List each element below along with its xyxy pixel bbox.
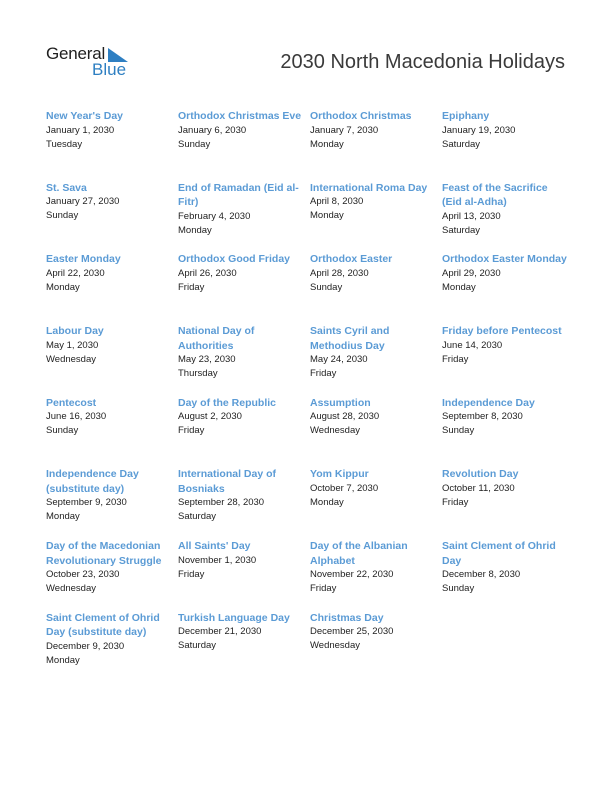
holiday-weekday: Saturday <box>442 224 481 236</box>
holiday-weekday: Friday <box>178 281 205 293</box>
holiday-name: Yom Kippur <box>310 468 369 481</box>
holiday-name: Orthodox Christmas Eve <box>178 110 302 122</box>
holiday-date: April 13, 2030 <box>442 210 501 222</box>
holiday-date: April 28, 2030 <box>310 267 369 279</box>
holiday-entry <box>46 539 178 611</box>
holiday-weekday: Monday <box>178 224 212 236</box>
holiday-date: May 24, 2030 <box>310 354 368 366</box>
holiday-name: Saint Clement of Ohrid Day <box>442 540 556 567</box>
holiday-date: June 14, 2030 <box>442 339 503 351</box>
holiday-name: Day of the Macedonian Revolutionary Struggle <box>46 540 162 567</box>
holiday-entry <box>310 611 442 683</box>
logo-word-blue: Blue <box>92 60 127 79</box>
holiday-date: May 23, 2030 <box>178 354 236 366</box>
holiday-weekday: Sunday <box>442 425 475 437</box>
holiday-date: August 28, 2030 <box>310 411 380 423</box>
holiday-name: Independence Day (substitute day) <box>46 468 139 495</box>
holiday-weekday: Wednesday <box>310 640 360 652</box>
holiday-entry <box>310 467 442 539</box>
holiday-date: April 8, 2030 <box>310 196 364 208</box>
holiday-date: January 19, 2030 <box>442 124 516 136</box>
holiday-weekday: Thursday <box>178 368 218 380</box>
holiday-name: Labour Day <box>46 325 104 338</box>
holiday-entry <box>178 109 310 181</box>
holiday-weekday: Sunday <box>310 281 343 293</box>
holiday-date: September 8, 2030 <box>442 411 523 423</box>
holiday-entry <box>442 539 574 611</box>
page-title: 2030 North Macedonia Holidays <box>280 51 565 73</box>
holiday-grid <box>46 109 574 683</box>
holiday-date: October 23, 2030 <box>46 569 120 581</box>
holiday-weekday: Tuesday <box>46 138 83 150</box>
holiday-name: Independence Day <box>442 396 535 409</box>
holiday-date: January 7, 2030 <box>310 124 379 136</box>
holiday-entry <box>178 252 310 324</box>
holiday-weekday: Friday <box>178 568 205 580</box>
holiday-weekday: Sunday <box>46 210 79 222</box>
holiday-weekday: Friday <box>442 496 469 508</box>
holiday-date: May 1, 2030 <box>46 339 99 351</box>
holiday-weekday: Monday <box>310 210 344 222</box>
holiday-name: Orthodox Good Friday <box>178 253 290 266</box>
holiday-date: September 9, 2030 <box>46 497 127 509</box>
holiday-weekday: Friday <box>442 353 469 365</box>
holiday-entry <box>310 539 442 611</box>
holiday-weekday: Monday <box>442 281 476 293</box>
holiday-entry <box>310 109 442 181</box>
holiday-name: Revolution Day <box>442 468 519 481</box>
holiday-date: August 2, 2030 <box>178 411 242 423</box>
brand-logo <box>46 44 136 80</box>
holiday-entry <box>178 539 310 611</box>
holiday-entry <box>46 109 178 181</box>
holiday-date: December 25, 2030 <box>310 626 394 638</box>
holiday-entry <box>46 324 178 396</box>
holiday-weekday: Wednesday <box>310 425 360 437</box>
holiday-name: Christmas Day <box>310 611 384 624</box>
holiday-weekday: Saturday <box>178 511 217 523</box>
holiday-date: September 28, 2030 <box>178 497 265 509</box>
holiday-name: Pentecost <box>46 396 97 409</box>
holiday-weekday: Monday <box>310 138 344 150</box>
holiday-name: Day of the Albanian Alphabet <box>310 540 408 567</box>
holiday-entry <box>46 181 178 253</box>
holiday-name: International Day of Bosniaks <box>178 468 277 495</box>
holiday-entry <box>310 324 442 396</box>
holiday-entry <box>310 252 442 324</box>
holiday-weekday: Friday <box>310 583 337 595</box>
holiday-name: Easter Monday <box>46 253 121 266</box>
holiday-weekday: Sunday <box>442 583 475 595</box>
holiday-weekday: Wednesday <box>46 353 96 365</box>
holiday-name: Assumption <box>310 396 371 409</box>
holiday-name: National Day of Authorities <box>178 325 255 352</box>
holiday-entry <box>442 252 574 324</box>
holiday-name: Epiphany <box>442 110 490 122</box>
holiday-entry <box>46 611 178 683</box>
holiday-weekday: Monday <box>46 654 80 666</box>
holiday-name: All Saints' Day <box>178 540 251 553</box>
holiday-entry <box>178 181 310 253</box>
holiday-weekday: Sunday <box>46 425 79 437</box>
holiday-date: April 29, 2030 <box>442 267 501 279</box>
holiday-entry <box>46 396 178 468</box>
holiday-date: November 22, 2030 <box>310 569 394 581</box>
holiday-entry <box>442 396 574 468</box>
holiday-name: St. Sava <box>46 181 87 194</box>
holiday-name: Saints Cyril and Methodius Day <box>310 325 390 352</box>
holiday-entry <box>442 109 574 181</box>
holiday-date: December 9, 2030 <box>46 640 125 652</box>
holiday-entry <box>442 324 574 396</box>
holiday-weekday: Monday <box>46 511 80 523</box>
holiday-name: Orthodox Easter Monday <box>442 253 567 266</box>
holiday-weekday: Saturday <box>178 640 217 652</box>
holiday-date: December 8, 2030 <box>442 569 521 581</box>
holiday-entry <box>178 324 310 396</box>
holiday-name: Friday before Pentecost <box>442 325 562 338</box>
holiday-name: Feast of the Sacrifice (Eid al-Adha) <box>442 181 548 209</box>
holiday-date: April 22, 2030 <box>46 267 105 279</box>
holiday-name: Turkish Language Day <box>178 611 290 624</box>
holiday-date: December 21, 2030 <box>178 626 262 638</box>
holiday-date: June 16, 2030 <box>46 411 107 423</box>
holiday-entry <box>46 467 178 539</box>
holiday-entry <box>442 467 574 539</box>
holiday-name: Orthodox Christmas <box>310 110 412 122</box>
holiday-entry <box>442 181 574 253</box>
holiday-name: End of Ramadan (Eid al-Fitr) <box>178 181 299 209</box>
holiday-entry <box>310 396 442 468</box>
holiday-date: February 4, 2030 <box>178 210 251 222</box>
holiday-entry <box>178 467 310 539</box>
holiday-weekday: Monday <box>46 281 80 293</box>
holiday-weekday: Saturday <box>442 138 481 150</box>
holiday-name: Saint Clement of Ohrid Day (substitute day) <box>46 611 160 639</box>
holiday-entry <box>178 611 310 683</box>
holiday-weekday: Wednesday <box>46 583 96 595</box>
holiday-date: April 26, 2030 <box>178 267 237 279</box>
holiday-name: Day of the Republic <box>178 396 277 409</box>
holiday-weekday: Friday <box>178 425 205 437</box>
holiday-date: January 27, 2030 <box>46 196 120 208</box>
holiday-weekday: Friday <box>310 368 337 380</box>
holiday-name: Orthodox Easter <box>310 253 393 266</box>
holiday-weekday: Sunday <box>178 138 211 150</box>
holiday-date: November 1, 2030 <box>178 554 257 566</box>
holiday-entry <box>310 181 442 253</box>
holiday-entry <box>178 396 310 468</box>
holiday-entry <box>46 252 178 324</box>
holiday-weekday: Monday <box>310 496 344 508</box>
holiday-date: October 7, 2030 <box>310 482 379 494</box>
holiday-date: January 1, 2030 <box>46 124 115 136</box>
holiday-name: New Year's Day <box>46 110 124 122</box>
holiday-date: October 11, 2030 <box>442 482 515 494</box>
holiday-name: International Roma Day <box>310 181 428 194</box>
holiday-date: January 6, 2030 <box>178 124 247 136</box>
logo-word-general: General <box>46 44 106 63</box>
